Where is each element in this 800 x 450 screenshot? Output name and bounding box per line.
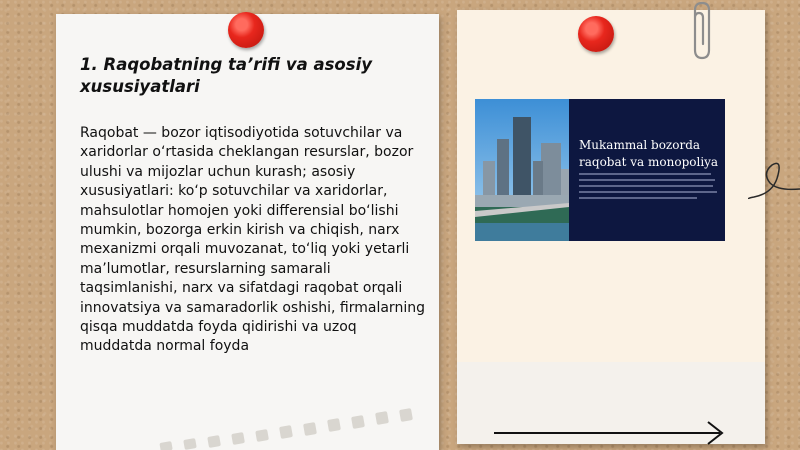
slide-title: Mukammal bozorda raqobat va monopoliya: [579, 138, 719, 169]
pushpin-icon: [228, 12, 264, 48]
torn-paper-edge: [150, 404, 440, 450]
definition-paragraph: Raqobat — bozor iqtisodiyotida sotuvchilar va xaridorlar o‘rtasida cheklangan resurslar, bozor ulushi va mijozlar uchun kurash; asosiy xususiyatlari: ko‘p sotuvchilar va xaridorlar, mahsulotlar homojen yoki differensial bo‘lishi mumkin, bozorga erkin kirish va chiqish, narx mexanizmi orqali muvozanat, to‘liq yoki yetarli ma’lumotlar, resurslarning samarali taqsimlanishi, narx va sifatdagi raqobat orqali innovatsiya va samaradorlik oshishi, firmalarning qisqa muddatda foyda qidirishi va uzoq muddatda normal foyda: [80, 125, 425, 355]
paperclip-icon: [687, 0, 717, 64]
pushpin-icon: [578, 16, 614, 52]
city-skyline-image: [475, 99, 569, 241]
string-squiggle: [748, 155, 800, 205]
slide-thumbnail: [475, 99, 725, 241]
section-heading: 1. Raqobatning ta’rifi va asosiy xususiyatlari: [80, 55, 372, 96]
arrow-right-icon: [494, 420, 726, 446]
slide-body-placeholder: [579, 173, 717, 203]
